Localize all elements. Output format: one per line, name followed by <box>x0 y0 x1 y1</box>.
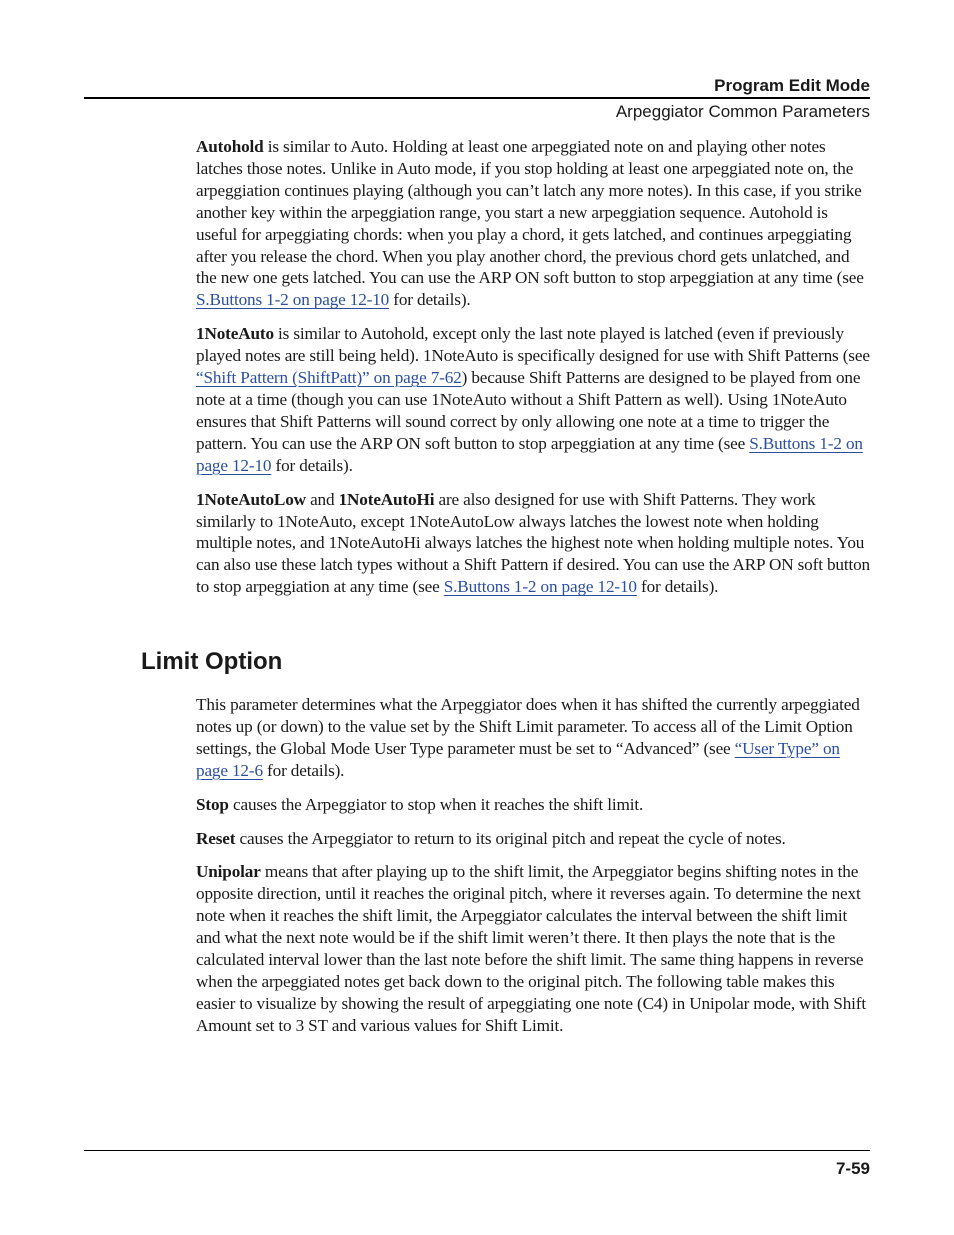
paragraph-intro <box>196 694 872 782</box>
term-1noteauto: 1NoteAuto <box>196 324 274 344</box>
link-user-type[interactable]: “User Type” on page 12-6 <box>196 738 840 780</box>
section-heading-limit-option: Limit Option <box>141 648 283 675</box>
chapter-title: Program Edit Mode <box>714 76 870 95</box>
paragraph-reset <box>196 828 872 850</box>
paragraph-text: is similar to Auto. Holding at least one arpeggiated note on and playing other notes latches those notes. Unlike in Auto mode, if you stop holding at least one arpeggiated note on, the arpeggiation continues playing (although you can’t latch any more notes). In this case, if you strike another key within the arpeggiation range, you start a new arpeggiation sequence. Autohold is useful for arpeggiating chords: when you play a chord, it gets latched, and continues arpeggiating after you release the chord. When you play another chord, the previous chord gets unlatched, and the new one gets latched. You can use the ARP ON soft button to stop arpeggiation at any time (see <box>196 137 864 288</box>
paragraph-text: causes the Arpeggiator to return to its original pitch and repeat the cycle of notes. <box>235 828 786 848</box>
limit-option-text <box>196 694 872 1049</box>
term-autohold: Autohold <box>196 137 264 156</box>
term-1noteautolow: 1NoteAutoLow <box>196 489 306 509</box>
paragraph-text: is similar to Autohold, except only the last note played is latched (even if previously played notes are still being held). 1NoteAuto is specifically designed for use with Shift Patterns (see <box>196 324 870 366</box>
paragraph-unipolar <box>196 861 872 1036</box>
paragraph-1noteautolow <box>196 489 872 599</box>
paragraph-text: are also designed for use with Shift Patterns. They work similarly to 1NoteAuto, except 1NoteAutoLow always latches the lowest note when holding multiple notes, and 1NoteAutoHi always latches the highest note when holding multiple notes. You can also use these latch types without a Shift Pattern if desired. You can use the ARP ON soft button to stop arpeggiation at any time (see <box>196 489 871 597</box>
term-stop: Stop <box>196 794 229 814</box>
link-sbuttons[interactable]: S.Buttons 1-2 on page 12-10 <box>196 290 390 310</box>
paragraph-text: ) because Shift Patterns are designed to be played from one note at a time (though you can use 1NoteAuto without a Shift Pattern as well). Using 1NoteAuto ensures that Shift Patterns will sound correct by only allowing one note at a time to trigger the pattern. You can use the ARP ON soft button to stop arpeggiation at any time (see <box>196 368 861 453</box>
paragraph-text: for details). <box>389 290 471 310</box>
paragraph-autohold <box>196 136 872 311</box>
paragraph-text: and <box>305 489 339 509</box>
paragraph-1noteauto <box>196 323 872 476</box>
paragraph-text: for details). <box>636 577 719 597</box>
page-header <box>84 74 870 124</box>
link-shift-pattern[interactable]: “Shift Pattern (ShiftPatt)” on page 7-62 <box>196 368 462 388</box>
footer-rule <box>84 1150 870 1151</box>
paragraph-text: for details). <box>271 455 353 475</box>
latch-modes-text <box>196 136 872 610</box>
header-rule <box>84 97 870 99</box>
paragraph-text: causes the Arpeggiator to stop when it reaches the shift limit. <box>228 794 644 814</box>
page-number: 7-59 <box>835 1159 870 1178</box>
paragraph-text: means that after playing up to the shift limit, the Arpeggiator begins shifting notes in the opposite direction, until it reaches the original pitch, where it reverses again. To determine the next note when it reaches the shift limit, the Arpeggiator calculates the interval between the shift limit and what the next note would be if the shift limit weren’t there. It then plays the note that is the calculated interval lower than the last note before the shift limit. The same thing happens in reverse when the arpeggiated notes get back down to the original pitch. The following table makes this easier to visualize by showing the result of arpeggiating one note (C4) in Unipolar mode, with Shift Amount set to 3 ST and various values for Shift Limit. <box>196 862 866 1035</box>
term-1noteautohi: 1NoteAutoHi <box>338 489 435 509</box>
paragraph-text: for details). <box>262 760 345 780</box>
term-unipolar: Unipolar <box>196 862 261 882</box>
link-sbuttons[interactable]: S.Buttons 1-2 on page 12-10 <box>443 577 637 597</box>
page-footer <box>84 1150 870 1181</box>
term-reset: Reset <box>196 828 236 848</box>
section-subtitle: Arpeggiator Common Parameters <box>615 102 870 121</box>
link-sbuttons[interactable]: S.Buttons 1-2 on page 12-10 <box>196 433 863 475</box>
paragraph-text: This parameter determines what the Arpeggiator does when it has shifted the currently arpeggiated notes up (or down) to the value set by the Shift Limit parameter. To access all of the Limit Option settings, the Global Mode User Type parameter must be set to “Advanced” (see <box>196 695 860 758</box>
paragraph-stop <box>196 794 872 816</box>
